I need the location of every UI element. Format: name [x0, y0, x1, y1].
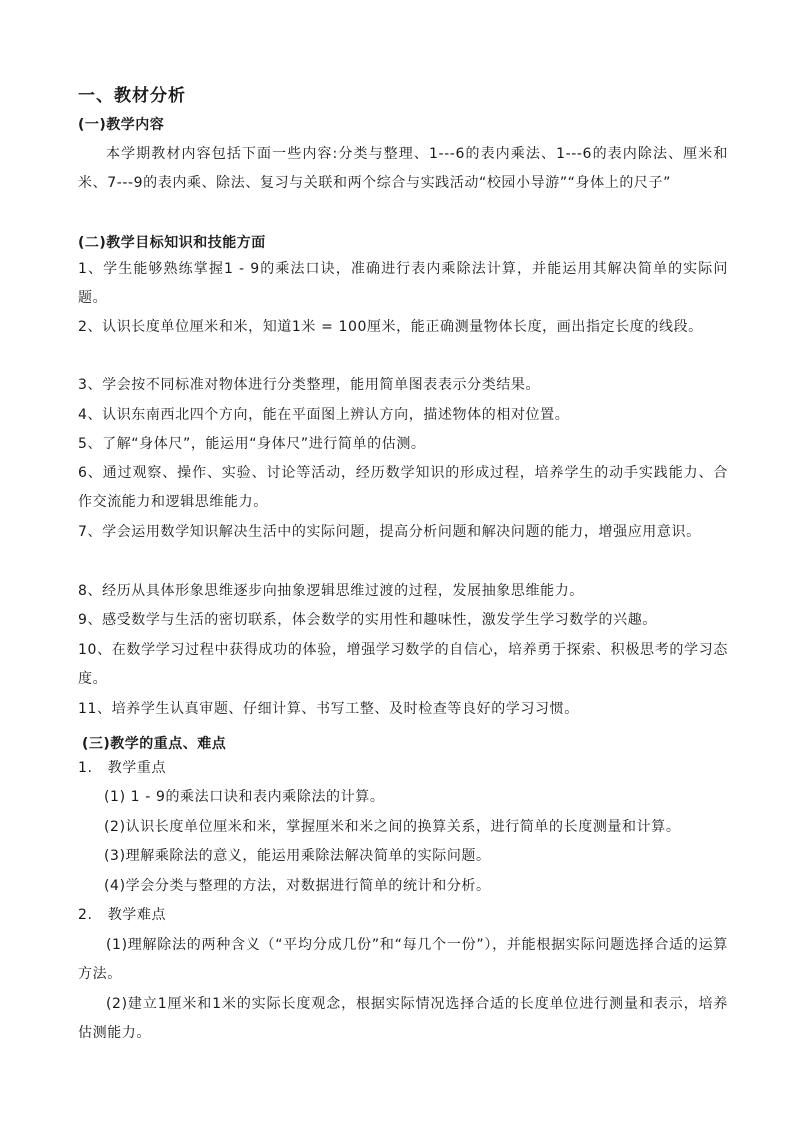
key-point-item: (3)理解乘除法的意义，能运用乘除法解决简单的实际问题。	[104, 848, 491, 864]
objective-item: 2、认识长度单位厘米和米，知道1米 = 100厘米，能正确测量物体长度，画出指定长度的线段。	[78, 319, 703, 335]
objective-item: 10、在数学学习过程中获得成功的体验，增强学习数学的自信心，培养勇于探索、积极思考的学习态度。	[78, 642, 728, 687]
objective-item: 9、感受数学与生活的密切联系，体会数学的实用性和趣味性，激发学生学习数学的兴趣。	[78, 612, 657, 628]
objective-item: 7、学会运用数学知识解决生活中的实际问题，提高分析问题和解决问题的能力，增强应用意识。	[78, 524, 701, 540]
objective-item: 6、通过观察、操作、实验、讨论等活动，经历数学知识的形成过程，培养学生的动手实践能力、合作交流能力和逻辑思维能力。	[78, 465, 728, 510]
key-point-item: (2)认识长度单位厘米和米，掌握厘米和米之间的换算关系，进行简单的长度测量和计算。	[104, 819, 681, 835]
subsection-title-key-points: (三)教学的重点、难点	[82, 736, 227, 752]
subsection-title-objectives: (二)教学目标知识和技能方面	[78, 235, 266, 251]
subsection-title-content: (一)教学内容	[78, 117, 165, 133]
objective-item: 5、了解“身体尺”，能运用“身体尺”进行简单的估测。	[78, 436, 426, 452]
objective-item: 4、认识东南西北四个方向，能在平面图上辨认方向，描述物体的相对位置。	[78, 407, 570, 423]
objective-item: 3、学会按不同标准对物体进行分类整理，能用简单图表表示分类结果。	[78, 377, 541, 393]
content-paragraph: 本学期教材内容包括下面一些内容:分类与整理、1---6的表内乘法、1---6的表内除法、厘米和米、7---9的表内乘、除法、复习与关联和两个综合与实践活动“校园小导游”“身体上的尺子”	[78, 146, 728, 191]
difficult-points-label: 2. 教学难点	[78, 907, 167, 923]
objective-item: 8、经历从具体形象思维逐步向抽象逻辑思维过渡的过程，发展抽象思维能力。	[78, 583, 584, 599]
difficult-point-item: (1)理解除法的两种含义（“平均分成几份”和“每几个一份”），并能根据实际问题选择合适的运算方法。	[78, 937, 728, 982]
key-point-item: (1) 1 - 9的乘法口诀和表内乘除法的计算。	[104, 789, 385, 805]
key-point-item: (4)学会分类与整理的方法，对数据进行简单的统计和分析。	[104, 878, 491, 894]
objective-item: 11、培养学生认真审题、仔细计算、书写工整、及时检查等良好的学习习惯。	[78, 701, 579, 717]
key-points-label: 1. 教学重点	[78, 760, 167, 776]
section-heading: 一、教材分析	[78, 86, 186, 106]
objective-item: 1、学生能够熟练掌握1 - 9的乘法口诀，准确进行表内乘除法计算，并能运用其解决简单的实际问题。	[78, 261, 728, 306]
difficult-point-item: (2)建立1厘米和1米的实际长度观念，根据实际情况选择合适的长度单位进行测量和表示，培养估测能力。	[78, 996, 728, 1041]
